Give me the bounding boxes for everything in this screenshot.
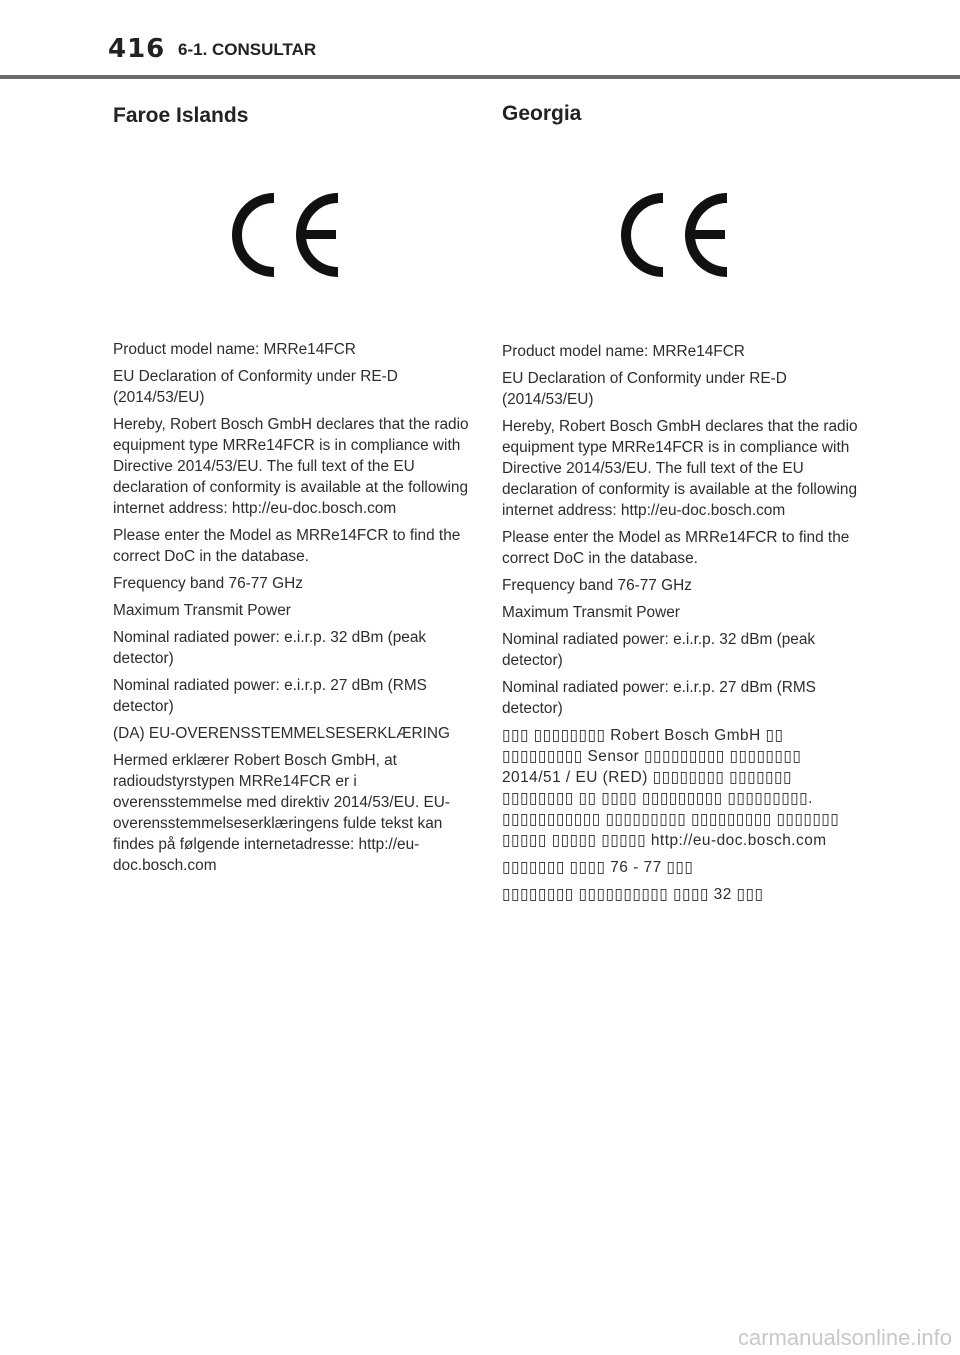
watermark: carmanualsonline.info [737, 1325, 952, 1350]
paragraph: Nominal radiated power: e.i.r.p. 27 dBm (RMS detector) [502, 679, 816, 717]
faroe-islands-heading: Faroe Islands [113, 104, 249, 127]
header-rule [0, 75, 960, 79]
paragraph: Please enter the Model as MRRe14FCR to find the correct DoC in the database. [113, 527, 461, 565]
page-number: 416 [108, 34, 166, 64]
paragraph: Hermed erklærer Robert Bosch GmbH, at radioudstyrstypen MRRe14FCR er i overensstemmelse med direktiv 2014/53/EU. EU-overensstemmelseserklæringens fulde tekst kan findes på følgende internetadresse: http://eu-doc.bosch.com [113, 752, 451, 874]
paragraph: EU Declaration of Conformity under RE-D (2014/53/EU) [502, 370, 787, 408]
paragraph: Frequency band 76-77 GHz [113, 575, 303, 592]
paragraph: Nominal radiated power: e.i.r.p. 32 dBm (peak detector) [113, 629, 427, 667]
page-header [0, 0, 960, 80]
section-title: 6-1. CONSULTAR [178, 40, 317, 59]
paragraph: Product model name: MRRe14FCR [502, 343, 745, 360]
paragraph: (DA) EU-OVERENSSTEMMELSESERKLÆRING [113, 725, 450, 742]
paragraph: Product model name: MRRe14FCR [113, 341, 356, 358]
paragraph: Maximum Transmit Power [502, 604, 680, 621]
ce-mark-icon [617, 189, 733, 281]
paragraph: Nominal radiated power: e.i.r.p. 32 dBm (peak detector) [502, 631, 816, 669]
paragraph: Frequency band 76-77 GHz [502, 577, 692, 594]
paragraph: Please enter the Model as MRRe14FCR to find the correct DoC in the database. [502, 529, 850, 567]
faroe-islands-column [113, 103, 473, 882]
paragraph: Hereby, Robert Bosch GmbH declares that the radio equipment type MRRe14FCR is in compliance with Directive 2014/53/EU. The full text of the EU declaration of conformity is available at the following internet address: http://eu-doc.bosch.com [502, 418, 858, 519]
paragraph: Hereby, Robert Bosch GmbH declares that the radio equipment type MRRe14FCR is in compliance with Directive 2014/53/EU. The full text of the EU declaration of conformity is available at the following internet address: http://eu-doc.bosch.com [113, 416, 469, 517]
faroe-islands-text [113, 339, 473, 876]
georgia-heading: Georgia [502, 102, 582, 125]
paragraph: Maximum Transmit Power [113, 602, 291, 619]
paragraph: EU Declaration of Conformity under RE-D (2014/53/EU) [113, 368, 398, 406]
paragraph: ▯▯▯▯▯▯▯ ▯▯▯▯ 76 - 77 ▯▯▯ [502, 859, 694, 876]
ce-mark-icon [228, 189, 344, 281]
georgia-text [502, 341, 862, 905]
georgia-column [502, 101, 862, 911]
paragraph: ▯▯▯ ▯▯▯▯▯▯▯▯ Robert Bosch GmbH ▯▯ ▯▯▯▯▯▯▯▯▯ Sensor ▯▯▯▯▯▯▯▯▯ ▯▯▯▯▯▯▯▯ 2014/51 / EU (RED) ▯▯▯▯▯▯▯▯ ▯▯▯▯▯▯▯ ▯▯▯▯▯▯▯▯ ▯▯ ▯▯▯▯ ▯▯▯▯▯▯▯▯▯ ▯▯▯▯▯▯▯▯▯. ▯▯▯▯▯▯▯▯▯▯▯ ▯▯▯▯▯▯▯▯▯ ▯▯▯▯▯▯▯▯▯ ▯▯▯▯▯▯▯ ▯▯▯▯▯ ▯▯▯▯▯ ▯▯▯▯▯ http://eu-doc.bosch.com [502, 727, 840, 849]
paragraph: ▯▯▯▯▯▯▯▯ ▯▯▯▯▯▯▯▯▯▯ ▯▯▯▯ 32 ▯▯▯ [502, 886, 764, 903]
paragraph: Nominal radiated power: e.i.r.p. 27 dBm (RMS detector) [113, 677, 427, 715]
